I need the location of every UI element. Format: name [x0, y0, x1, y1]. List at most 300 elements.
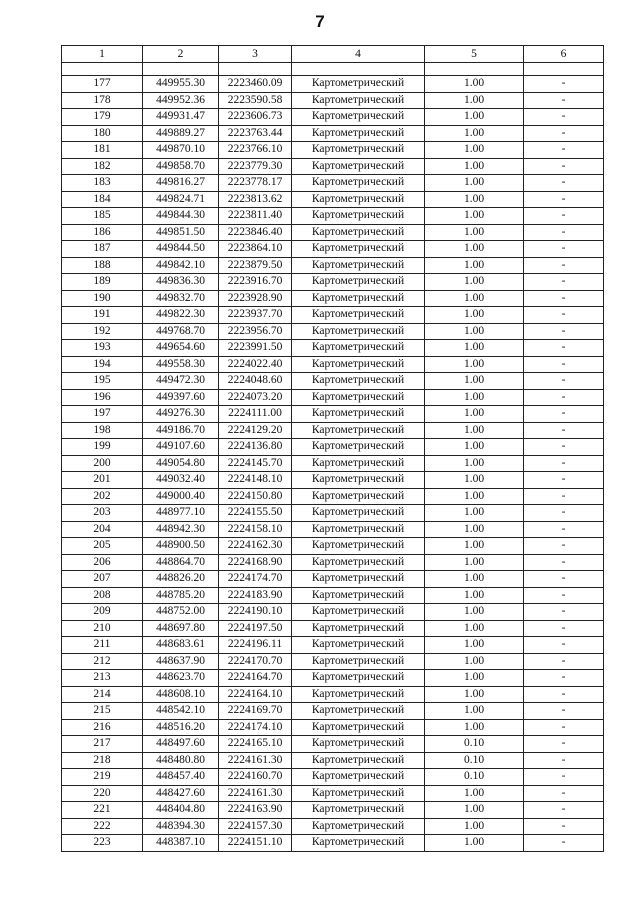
x-coordinate-cell: 449000.40	[143, 488, 219, 505]
table-row	[62, 818, 604, 835]
x-coordinate-cell: 448480.80	[143, 752, 219, 769]
table-row	[62, 637, 604, 654]
point-number-cell: 185	[62, 208, 143, 225]
point-number-cell: 177	[62, 76, 143, 93]
accuracy-cell: 1.00	[425, 653, 524, 670]
accuracy-cell: 0.10	[425, 752, 524, 769]
accuracy-cell: 1.00	[425, 422, 524, 439]
table-row	[62, 373, 604, 390]
table-row	[62, 488, 604, 505]
y-coordinate-cell: 2223811.40	[219, 208, 292, 225]
table-body	[62, 46, 604, 852]
table-row	[62, 521, 604, 538]
method-cell: Картометрический	[292, 620, 425, 637]
table-header-row	[62, 46, 604, 63]
accuracy-cell: 1.00	[425, 257, 524, 274]
y-coordinate-cell: 2223956.70	[219, 323, 292, 340]
table-row	[62, 290, 604, 307]
accuracy-cell: 1.00	[425, 125, 524, 142]
x-coordinate-cell: 449824.71	[143, 191, 219, 208]
table-row	[62, 208, 604, 225]
description-cell: -	[524, 769, 604, 786]
accuracy-cell: 1.00	[425, 521, 524, 538]
x-coordinate-cell: 448785.20	[143, 587, 219, 604]
accuracy-cell: 1.00	[425, 620, 524, 637]
x-coordinate-cell: 448394.30	[143, 818, 219, 835]
point-number-cell: 222	[62, 818, 143, 835]
description-cell: -	[524, 142, 604, 159]
point-number-cell: 180	[62, 125, 143, 142]
accuracy-cell: 1.00	[425, 208, 524, 225]
y-coordinate-cell: 2224174.70	[219, 571, 292, 588]
table-row	[62, 191, 604, 208]
x-coordinate-cell: 448826.20	[143, 571, 219, 588]
description-cell: -	[524, 505, 604, 522]
method-cell: Картометрический	[292, 208, 425, 225]
y-coordinate-cell: 2223778.17	[219, 175, 292, 192]
x-coordinate-cell: 449851.50	[143, 224, 219, 241]
table-row	[62, 835, 604, 852]
table-row	[62, 703, 604, 720]
accuracy-cell: 1.00	[425, 538, 524, 555]
description-cell: -	[524, 125, 604, 142]
blank-cell	[292, 63, 425, 76]
description-cell: -	[524, 703, 604, 720]
accuracy-cell: 1.00	[425, 274, 524, 291]
description-cell: -	[524, 373, 604, 390]
description-cell: -	[524, 406, 604, 423]
y-coordinate-cell: 2224158.10	[219, 521, 292, 538]
x-coordinate-cell: 449558.30	[143, 356, 219, 373]
coordinates-table	[61, 45, 604, 852]
accuracy-cell: 1.00	[425, 406, 524, 423]
point-number-cell: 206	[62, 554, 143, 571]
x-coordinate-cell: 449822.30	[143, 307, 219, 324]
y-coordinate-cell: 2224196.11	[219, 637, 292, 654]
y-coordinate-cell: 2224161.30	[219, 785, 292, 802]
x-coordinate-cell: 448457.40	[143, 769, 219, 786]
accuracy-cell: 1.00	[425, 439, 524, 456]
point-number-cell: 214	[62, 686, 143, 703]
x-coordinate-cell: 449889.27	[143, 125, 219, 142]
description-cell: -	[524, 521, 604, 538]
accuracy-cell: 1.00	[425, 290, 524, 307]
table-row	[62, 389, 604, 406]
blank-cell	[143, 63, 219, 76]
description-cell: -	[524, 224, 604, 241]
accuracy-cell: 1.00	[425, 340, 524, 357]
table-row	[62, 439, 604, 456]
page-number: 7	[315, 12, 325, 31]
y-coordinate-cell: 2224164.10	[219, 686, 292, 703]
x-coordinate-cell: 449032.40	[143, 472, 219, 489]
x-coordinate-cell: 449842.10	[143, 257, 219, 274]
y-coordinate-cell: 2224048.60	[219, 373, 292, 390]
table-row	[62, 224, 604, 241]
x-coordinate-cell: 448516.20	[143, 719, 219, 736]
point-number-cell: 183	[62, 175, 143, 192]
point-number-cell: 184	[62, 191, 143, 208]
method-cell: Картометрический	[292, 769, 425, 786]
table-row	[62, 604, 604, 621]
x-coordinate-cell: 448977.10	[143, 505, 219, 522]
method-cell: Картометрический	[292, 571, 425, 588]
accuracy-cell: 1.00	[425, 670, 524, 687]
point-number-cell: 178	[62, 92, 143, 109]
table-row	[62, 670, 604, 687]
method-cell: Картометрический	[292, 307, 425, 324]
description-cell: -	[524, 488, 604, 505]
point-number-cell: 205	[62, 538, 143, 555]
accuracy-cell: 1.00	[425, 455, 524, 472]
description-cell: -	[524, 257, 604, 274]
method-cell: Картометрический	[292, 142, 425, 159]
y-coordinate-cell: 2223606.73	[219, 109, 292, 126]
y-coordinate-cell: 2223937.70	[219, 307, 292, 324]
description-cell: -	[524, 340, 604, 357]
method-cell: Картометрический	[292, 455, 425, 472]
x-coordinate-cell: 448864.70	[143, 554, 219, 571]
point-number-cell: 207	[62, 571, 143, 588]
method-cell: Картометрический	[292, 604, 425, 621]
method-cell: Картометрический	[292, 340, 425, 357]
description-cell: -	[524, 191, 604, 208]
method-cell: Картометрический	[292, 422, 425, 439]
description-cell: -	[524, 323, 604, 340]
accuracy-cell: 1.00	[425, 488, 524, 505]
method-cell: Картометрический	[292, 488, 425, 505]
accuracy-cell: 0.10	[425, 769, 524, 786]
column-header: 1	[62, 46, 143, 63]
description-cell: -	[524, 752, 604, 769]
x-coordinate-cell: 449276.30	[143, 406, 219, 423]
accuracy-cell: 1.00	[425, 703, 524, 720]
description-cell: -	[524, 587, 604, 604]
accuracy-cell: 1.00	[425, 785, 524, 802]
accuracy-cell: 1.00	[425, 92, 524, 109]
accuracy-cell: 0.10	[425, 736, 524, 753]
description-cell: -	[524, 290, 604, 307]
y-coordinate-cell: 2224163.90	[219, 802, 292, 819]
point-number-cell: 212	[62, 653, 143, 670]
point-number-cell: 213	[62, 670, 143, 687]
method-cell: Картометрический	[292, 637, 425, 654]
point-number-cell: 195	[62, 373, 143, 390]
y-coordinate-cell: 2223763.44	[219, 125, 292, 142]
x-coordinate-cell: 449472.30	[143, 373, 219, 390]
method-cell: Картометрический	[292, 703, 425, 720]
description-cell: -	[524, 455, 604, 472]
description-cell: -	[524, 554, 604, 571]
description-cell: -	[524, 109, 604, 126]
table-row	[62, 769, 604, 786]
method-cell: Картометрический	[292, 472, 425, 489]
column-header: 4	[292, 46, 425, 63]
method-cell: Картометрический	[292, 241, 425, 258]
x-coordinate-cell: 448608.10	[143, 686, 219, 703]
method-cell: Картометрический	[292, 389, 425, 406]
y-coordinate-cell: 2224148.10	[219, 472, 292, 489]
x-coordinate-cell: 449955.30	[143, 76, 219, 93]
y-coordinate-cell: 2223879.50	[219, 257, 292, 274]
description-cell: -	[524, 307, 604, 324]
method-cell: Картометрический	[292, 406, 425, 423]
method-cell: Картометрический	[292, 736, 425, 753]
table-row	[62, 175, 604, 192]
table-row	[62, 571, 604, 588]
method-cell: Картометрический	[292, 290, 425, 307]
point-number-cell: 211	[62, 637, 143, 654]
accuracy-cell: 1.00	[425, 158, 524, 175]
x-coordinate-cell: 448942.30	[143, 521, 219, 538]
description-cell: -	[524, 439, 604, 456]
y-coordinate-cell: 2224136.80	[219, 439, 292, 456]
column-header: 6	[524, 46, 604, 63]
description-cell: -	[524, 389, 604, 406]
blank-cell	[219, 63, 292, 76]
table-row	[62, 653, 604, 670]
x-coordinate-cell: 448623.70	[143, 670, 219, 687]
accuracy-cell: 1.00	[425, 802, 524, 819]
method-cell: Картометрический	[292, 323, 425, 340]
x-coordinate-cell: 449654.60	[143, 340, 219, 357]
method-cell: Картометрический	[292, 356, 425, 373]
y-coordinate-cell: 2224170.70	[219, 653, 292, 670]
description-cell: -	[524, 241, 604, 258]
method-cell: Картометрический	[292, 109, 425, 126]
table-row	[62, 323, 604, 340]
x-coordinate-cell: 448427.60	[143, 785, 219, 802]
accuracy-cell: 1.00	[425, 818, 524, 835]
point-number-cell: 223	[62, 835, 143, 852]
accuracy-cell: 1.00	[425, 175, 524, 192]
point-number-cell: 219	[62, 769, 143, 786]
table-row	[62, 274, 604, 291]
point-number-cell: 188	[62, 257, 143, 274]
method-cell: Картометрический	[292, 439, 425, 456]
point-number-cell: 179	[62, 109, 143, 126]
table-row	[62, 505, 604, 522]
x-coordinate-cell: 449836.30	[143, 274, 219, 291]
accuracy-cell: 1.00	[425, 389, 524, 406]
method-cell: Картометрический	[292, 224, 425, 241]
blank-cell	[425, 63, 524, 76]
point-number-cell: 193	[62, 340, 143, 357]
y-coordinate-cell: 2224190.10	[219, 604, 292, 621]
x-coordinate-cell: 449768.70	[143, 323, 219, 340]
table-row	[62, 241, 604, 258]
description-cell: -	[524, 158, 604, 175]
y-coordinate-cell: 2224197.50	[219, 620, 292, 637]
point-number-cell: 181	[62, 142, 143, 159]
accuracy-cell: 1.00	[425, 554, 524, 571]
method-cell: Картометрический	[292, 76, 425, 93]
table-row	[62, 620, 604, 637]
point-number-cell: 196	[62, 389, 143, 406]
x-coordinate-cell: 448697.80	[143, 620, 219, 637]
column-header: 2	[143, 46, 219, 63]
method-cell: Картометрический	[292, 538, 425, 555]
y-coordinate-cell: 2224111.00	[219, 406, 292, 423]
method-cell: Картометрический	[292, 587, 425, 604]
method-cell: Картометрический	[292, 752, 425, 769]
blank-cell	[62, 63, 143, 76]
table-row	[62, 422, 604, 439]
method-cell: Картометрический	[292, 785, 425, 802]
description-cell: -	[524, 686, 604, 703]
x-coordinate-cell: 448497.60	[143, 736, 219, 753]
table-row	[62, 109, 604, 126]
description-cell: -	[524, 472, 604, 489]
point-number-cell: 201	[62, 472, 143, 489]
x-coordinate-cell: 449397.60	[143, 389, 219, 406]
table-row	[62, 719, 604, 736]
point-number-cell: 197	[62, 406, 143, 423]
table-row	[62, 538, 604, 555]
table-row	[62, 356, 604, 373]
method-cell: Картометрический	[292, 274, 425, 291]
point-number-cell: 218	[62, 752, 143, 769]
accuracy-cell: 1.00	[425, 686, 524, 703]
point-number-cell: 203	[62, 505, 143, 522]
y-coordinate-cell: 2224150.80	[219, 488, 292, 505]
method-cell: Картометрический	[292, 802, 425, 819]
point-number-cell: 216	[62, 719, 143, 736]
method-cell: Картометрический	[292, 521, 425, 538]
description-cell: -	[524, 274, 604, 291]
x-coordinate-cell: 449186.70	[143, 422, 219, 439]
x-coordinate-cell: 449952.36	[143, 92, 219, 109]
x-coordinate-cell: 448637.90	[143, 653, 219, 670]
table-row	[62, 554, 604, 571]
method-cell: Картометрический	[292, 554, 425, 571]
y-coordinate-cell: 2223864.10	[219, 241, 292, 258]
table-row	[62, 307, 604, 324]
accuracy-cell: 1.00	[425, 637, 524, 654]
x-coordinate-cell: 449054.80	[143, 455, 219, 472]
point-number-cell: 187	[62, 241, 143, 258]
description-cell: -	[524, 208, 604, 225]
accuracy-cell: 1.00	[425, 373, 524, 390]
accuracy-cell: 1.00	[425, 587, 524, 604]
table-row	[62, 752, 604, 769]
point-number-cell: 215	[62, 703, 143, 720]
x-coordinate-cell: 449844.50	[143, 241, 219, 258]
description-cell: -	[524, 736, 604, 753]
point-number-cell: 198	[62, 422, 143, 439]
x-coordinate-cell: 448387.10	[143, 835, 219, 852]
accuracy-cell: 1.00	[425, 142, 524, 159]
y-coordinate-cell: 2223916.70	[219, 274, 292, 291]
x-coordinate-cell: 449844.30	[143, 208, 219, 225]
description-cell: -	[524, 719, 604, 736]
description-cell: -	[524, 785, 604, 802]
description-cell: -	[524, 571, 604, 588]
table-row	[62, 257, 604, 274]
x-coordinate-cell: 449870.10	[143, 142, 219, 159]
table-row	[62, 785, 604, 802]
accuracy-cell: 1.00	[425, 835, 524, 852]
point-number-cell: 194	[62, 356, 143, 373]
column-header: 3	[219, 46, 292, 63]
description-cell: -	[524, 620, 604, 637]
table-row	[62, 158, 604, 175]
table-row	[62, 406, 604, 423]
x-coordinate-cell: 448683.61	[143, 637, 219, 654]
description-cell: -	[524, 835, 604, 852]
description-cell: -	[524, 802, 604, 819]
x-coordinate-cell: 449858.70	[143, 158, 219, 175]
x-coordinate-cell: 449931.47	[143, 109, 219, 126]
description-cell: -	[524, 604, 604, 621]
table-row	[62, 125, 604, 142]
y-coordinate-cell: 2224169.70	[219, 703, 292, 720]
accuracy-cell: 1.00	[425, 571, 524, 588]
point-number-cell: 192	[62, 323, 143, 340]
method-cell: Картометрический	[292, 686, 425, 703]
y-coordinate-cell: 2224174.10	[219, 719, 292, 736]
method-cell: Картометрический	[292, 92, 425, 109]
point-number-cell: 210	[62, 620, 143, 637]
y-coordinate-cell: 2223779.30	[219, 158, 292, 175]
method-cell: Картометрический	[292, 373, 425, 390]
table-row	[62, 76, 604, 93]
point-number-cell: 221	[62, 802, 143, 819]
y-coordinate-cell: 2223590.58	[219, 92, 292, 109]
y-coordinate-cell: 2223846.40	[219, 224, 292, 241]
y-coordinate-cell: 2224073.20	[219, 389, 292, 406]
description-cell: -	[524, 92, 604, 109]
y-coordinate-cell: 2224157.30	[219, 818, 292, 835]
method-cell: Картометрический	[292, 719, 425, 736]
table-row	[62, 587, 604, 604]
description-cell: -	[524, 76, 604, 93]
column-header: 5	[425, 46, 524, 63]
description-cell: -	[524, 670, 604, 687]
accuracy-cell: 1.00	[425, 109, 524, 126]
method-cell: Картометрический	[292, 158, 425, 175]
accuracy-cell: 1.00	[425, 307, 524, 324]
point-number-cell: 189	[62, 274, 143, 291]
table-row	[62, 802, 604, 819]
y-coordinate-cell: 2224160.70	[219, 769, 292, 786]
method-cell: Картометрический	[292, 505, 425, 522]
y-coordinate-cell: 2223813.62	[219, 191, 292, 208]
y-coordinate-cell: 2224022.40	[219, 356, 292, 373]
description-cell: -	[524, 653, 604, 670]
y-coordinate-cell: 2224164.70	[219, 670, 292, 687]
accuracy-cell: 1.00	[425, 604, 524, 621]
table-row	[62, 686, 604, 703]
y-coordinate-cell: 2224145.70	[219, 455, 292, 472]
y-coordinate-cell: 2224168.90	[219, 554, 292, 571]
method-cell: Картометрический	[292, 257, 425, 274]
y-coordinate-cell: 2223991.50	[219, 340, 292, 357]
x-coordinate-cell: 448404.80	[143, 802, 219, 819]
y-coordinate-cell: 2223928.90	[219, 290, 292, 307]
accuracy-cell: 1.00	[425, 472, 524, 489]
point-number-cell: 199	[62, 439, 143, 456]
x-coordinate-cell: 449816.27	[143, 175, 219, 192]
y-coordinate-cell: 2224129.20	[219, 422, 292, 439]
method-cell: Картометрический	[292, 670, 425, 687]
y-coordinate-cell: 2223766.10	[219, 142, 292, 159]
point-number-cell: 182	[62, 158, 143, 175]
y-coordinate-cell: 2224151.10	[219, 835, 292, 852]
method-cell: Картометрический	[292, 191, 425, 208]
point-number-cell: 186	[62, 224, 143, 241]
x-coordinate-cell: 448752.00	[143, 604, 219, 621]
